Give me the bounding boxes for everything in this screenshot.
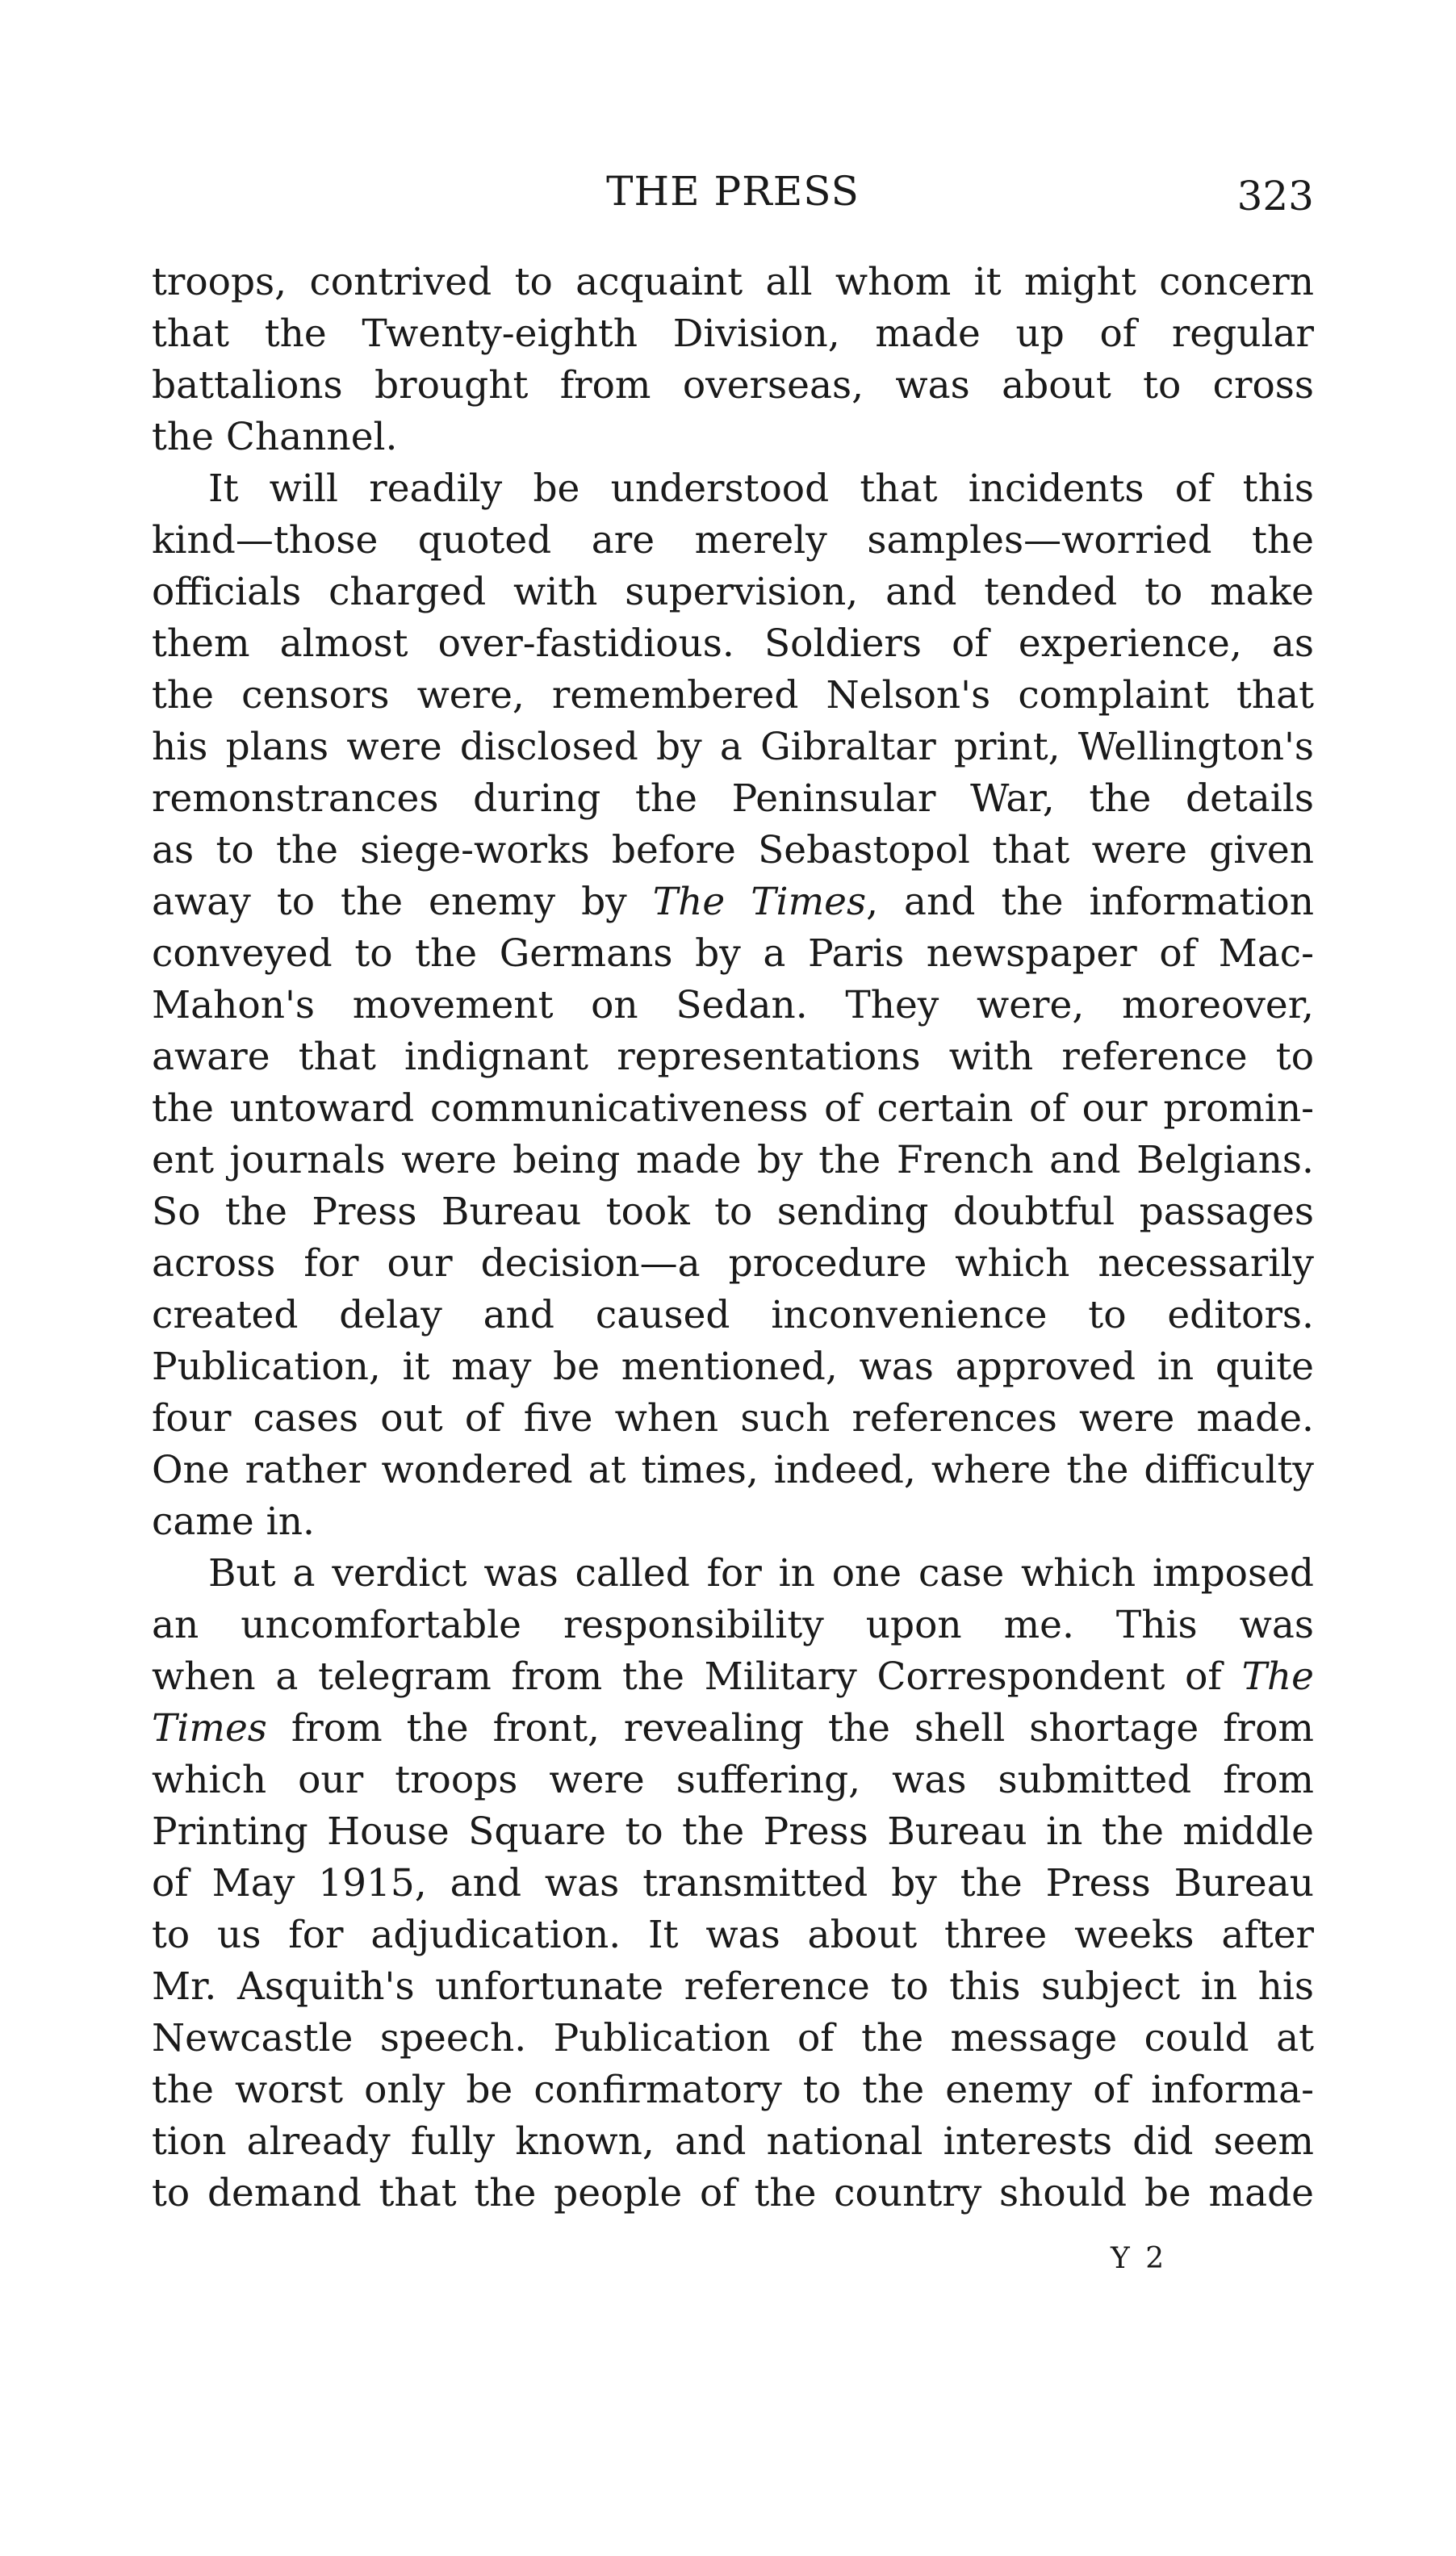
text-line: to us for adjudication. It was about three weeks after bbox=[152, 1913, 1314, 1957]
text-line: tion already fully known, and national interests did seem bbox=[152, 2119, 1314, 2164]
body-text bbox=[152, 257, 1314, 2219]
text-line: It will readily be understood that incidents of this bbox=[208, 466, 1314, 511]
text-line: when a telegram from the Military Correspondent of The bbox=[152, 1654, 1314, 1699]
text-line: the worst only be confirmatory to the enemy of informa- bbox=[152, 2068, 1314, 2112]
text-line: to demand that the people of the country should be made bbox=[152, 2171, 1314, 2215]
text-line: remonstrances during the Peninsular War, the details bbox=[152, 776, 1314, 821]
text-line: the Channel. bbox=[152, 415, 398, 459]
text-line: four cases out of five when such references were made. bbox=[152, 1396, 1314, 1441]
text-line: away to the enemy by The Times, and the information bbox=[152, 880, 1314, 924]
paragraph-1 bbox=[152, 257, 1314, 463]
text-line: Printing House Square to the Press Bureau in the middle bbox=[152, 1809, 1314, 1854]
text-line: Mahon's movement on Sedan. They were, moreover, bbox=[152, 983, 1314, 1027]
text-line: as to the siege-works before Sebastopol that were given bbox=[152, 828, 1314, 872]
text-line: that the Twenty-eighth Division, made up of regular bbox=[152, 312, 1314, 356]
text-line: So the Press Bureau took to sending doubtful passages bbox=[152, 1190, 1314, 1234]
text-line: created delay and caused inconvenience to editors. bbox=[152, 1293, 1314, 1337]
text-line: kind—those quoted are merely samples—worried the bbox=[152, 518, 1314, 563]
signature-mark: Y 2 bbox=[1111, 2242, 1168, 2275]
text-line: them almost over-fastidious. Soldiers of experience, as bbox=[152, 621, 1314, 666]
text-line: battalions brought from overseas, was about to cross bbox=[152, 363, 1314, 408]
paragraph-3 bbox=[152, 1548, 1314, 2219]
paragraph-2 bbox=[152, 463, 1314, 1548]
text-line: aware that indignant representations with reference to bbox=[152, 1035, 1314, 1079]
text-line: Publication, it may be mentioned, was approved in quite bbox=[152, 1345, 1314, 1389]
text-line: But a verdict was called for in one case which imposed bbox=[208, 1551, 1314, 1596]
text-line: which our troops were suffering, was submitted from bbox=[152, 1758, 1314, 1802]
text-line: across for our decision—a procedure which necessarily bbox=[152, 1241, 1314, 1286]
text-line: troops, contrived to acquaint all whom it might concern bbox=[152, 260, 1314, 304]
text-line: the untoward communicativeness of certain of our promin- bbox=[152, 1086, 1314, 1131]
text-line: came in. bbox=[152, 1500, 315, 1544]
text-line: Mr. Asquith's unfortunate reference to this subject in his bbox=[152, 1964, 1314, 2009]
text-line: conveyed to the Germans by a Paris newspaper of Mac- bbox=[152, 931, 1314, 976]
running-head bbox=[152, 168, 1314, 232]
text-line: One rather wondered at times, indeed, where the difficulty bbox=[152, 1448, 1314, 1492]
text-line: Newcastle speech. Publication of the message could at bbox=[152, 2016, 1314, 2060]
text-line: the censors were, remembered Nelson's complaint that bbox=[152, 673, 1314, 717]
text-line: of May 1915, and was transmitted by the Press Bureau bbox=[152, 1861, 1314, 1905]
text-line: his plans were disclosed by a Gibraltar print, Wellington's bbox=[152, 725, 1314, 769]
page-number: 323 bbox=[1236, 173, 1314, 220]
running-title: THE PRESS bbox=[606, 168, 860, 215]
text-line: officials charged with supervision, and tended to make bbox=[152, 570, 1314, 614]
text-line: an uncomfortable responsibility upon me. This was bbox=[152, 1603, 1314, 1647]
text-line: ent journals were being made by the French and Belgians. bbox=[152, 1138, 1314, 1182]
text-line: Times from the front, revealing the shell shortage from bbox=[152, 1706, 1314, 1751]
